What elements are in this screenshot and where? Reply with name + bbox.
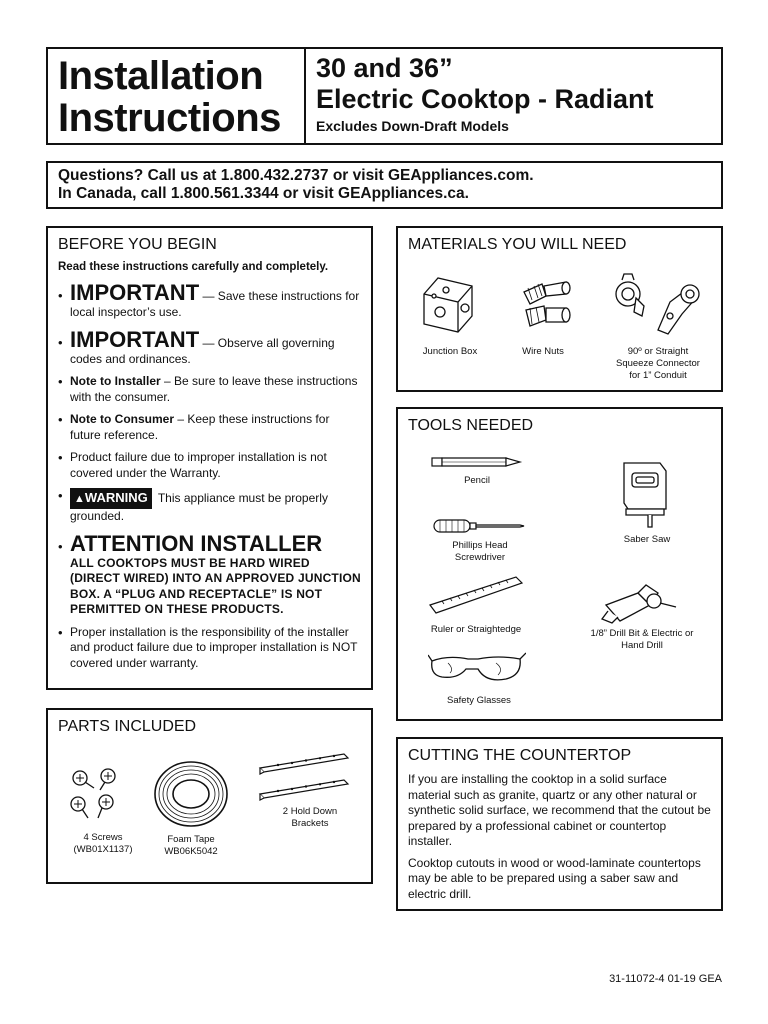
safety-glasses-icon — [428, 649, 526, 689]
junction-box-icon — [420, 274, 476, 334]
section-title: TOOLS NEEDED — [408, 417, 534, 434]
pencil-caption: Pencil — [464, 475, 490, 486]
important-text: — Save these instructions for local inspector’s use. — [70, 289, 360, 319]
document-code: 31-11072-4 01-19 GEA — [609, 973, 722, 985]
warning-text: This appliance must be properly grounded. — [70, 491, 328, 523]
list-item — [58, 450, 361, 481]
proper-install-text: Proper installation is the responsibility of the installer and product failure due to improper installation is NOT covered under warranty. — [70, 624, 358, 670]
contact-us: Questions? Call us at 1.800.432.2737 or visit GEAppliances.com. — [58, 167, 534, 184]
title-block — [46, 47, 723, 145]
caption-line: Phillips Head — [452, 540, 508, 551]
electric-drill-icon — [598, 579, 678, 627]
list-item — [58, 625, 361, 672]
ruler-caption: Ruler or Straightedge — [430, 624, 522, 635]
squeeze-connector-icon — [610, 272, 706, 336]
wire-nuts-caption: Wire Nuts — [522, 346, 564, 357]
caption-line: for 1” Conduit — [629, 370, 687, 381]
warning-triangle-icon: ▲ — [74, 493, 85, 505]
failure-text: Product failure due to improper installation is not covered under the Warranty. — [70, 450, 327, 480]
attention-title: • ATTENTION INSTALLER — [70, 530, 323, 556]
caption-line: 90º or Straight — [627, 346, 689, 357]
cutting-countertop-section — [396, 737, 723, 911]
brackets-icon — [258, 750, 354, 802]
screws-caption — [58, 832, 148, 856]
important-label: IMPORTANT — [70, 280, 200, 305]
note-text: – Be sure to leave these instructions with the consumer. — [70, 374, 358, 404]
caption-line: Screwdriver — [454, 552, 506, 563]
screws-icon — [68, 768, 128, 820]
cutting-paragraph-1: If you are installing the cooktop in a solid surface material such as granite, quartz or any other natural or synthetic solid surface, we recommend that the cutout be prepared by a professional cabinet or countertop installer. — [408, 772, 711, 848]
drill-caption — [580, 628, 704, 652]
note-text: – Keep these instructions for future reference. — [70, 412, 330, 442]
tools-section — [396, 407, 723, 721]
excludes-note: Excludes Down-Draft Models — [316, 118, 509, 134]
foam-tape-icon — [152, 758, 230, 830]
contact-canada: In Canada, call 1.800.561.3344 or visit GEAppliances.ca. — [58, 185, 469, 202]
phillips-screwdriver-icon — [432, 515, 528, 537]
caption-line: 2 Hold Down — [282, 806, 338, 817]
contact-box — [46, 161, 723, 209]
list-item — [58, 328, 361, 368]
glasses-caption: Safety Glasses — [447, 695, 511, 706]
caption-line: Foam Tape — [167, 834, 215, 845]
attention-body: ALL COOKTOPS MUST BE HARD WIRED (DIRECT WIRED) INTO AN APPROVED JUNCTION BOX. A “PLUG AND RECEPTACLE” IS NOT PERMITTED ON THESE PRODUCTS. — [70, 555, 361, 616]
product-heading: Electric Cooktop - Radiant — [316, 84, 654, 114]
note-label: Note to Consumer — [70, 412, 175, 426]
before-list — [58, 281, 361, 671]
parts-included-section — [46, 708, 373, 884]
caption-line: Hand Drill — [621, 640, 663, 651]
title-line-2: Instructions — [58, 96, 281, 140]
pencil-icon — [430, 455, 524, 469]
caption-line: Brackets — [291, 818, 329, 829]
important-label: IMPORTANT — [70, 326, 200, 352]
caption-line: 1/8” Drill Bit & Electric or — [590, 628, 694, 639]
ruler-icon — [428, 575, 526, 615]
junction-box-caption: Junction Box — [422, 346, 478, 357]
caption-line: WB06K5042 — [164, 846, 218, 857]
size-heading: 30 and 36” — [316, 53, 453, 83]
title-line-1: Installation — [58, 54, 264, 98]
warning-label: WARNING — [84, 490, 148, 505]
before-you-begin-section — [46, 226, 373, 690]
section-title: MATERIALS YOU WILL NEED — [408, 236, 627, 253]
caption-line: Squeeze Connector — [616, 358, 700, 369]
squeeze-connector-caption — [606, 346, 710, 382]
saber-saw-icon — [620, 459, 672, 529]
brackets-caption — [270, 806, 350, 830]
section-title: CUTTING THE COUNTERTOP — [408, 747, 632, 764]
materials-section — [396, 226, 723, 392]
title-left — [48, 49, 306, 143]
wire-nuts-icon — [516, 278, 572, 334]
cutting-paragraph-2: Cooktop cutouts in wood or wood-laminate countertops may be able to be prepared using a saber saw and electric drill. — [408, 855, 701, 901]
saber-saw-caption: Saber Saw — [623, 534, 671, 545]
warning-badge — [70, 488, 152, 509]
list-item — [58, 374, 361, 405]
intro-text: Read these instructions carefully and completely. — [58, 261, 329, 273]
caption-line: (WB01X1137) — [73, 844, 133, 855]
note-label: Note to Installer — [70, 374, 161, 388]
section-title: BEFORE YOU BEGIN — [58, 236, 217, 253]
list-item — [58, 281, 361, 321]
list-item — [58, 532, 361, 618]
list-item — [58, 488, 361, 525]
phillips-caption — [438, 540, 522, 564]
list-item — [58, 412, 361, 443]
foam-tape-caption — [151, 834, 231, 858]
title-right — [306, 49, 721, 143]
section-title: PARTS INCLUDED — [58, 718, 197, 735]
important-text: — Observe all governing codes and ordinances. — [70, 335, 335, 366]
caption-line: 4 Screws — [83, 832, 123, 843]
